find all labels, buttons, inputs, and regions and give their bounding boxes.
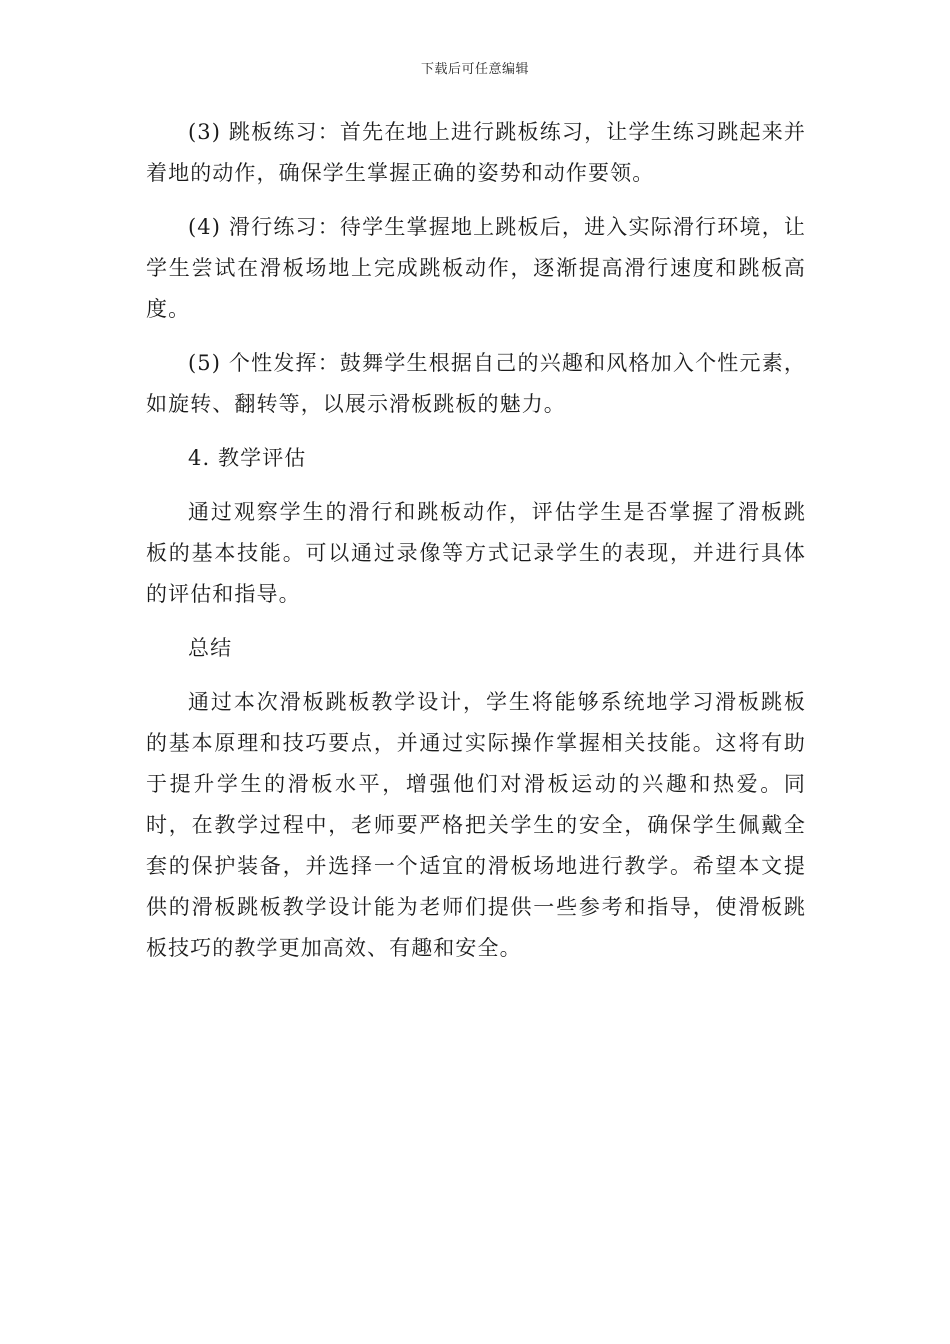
section-heading-evaluation: 4. 教学评估: [188, 446, 307, 470]
document-body: [146, 112, 806, 982]
paragraph-jump-practice: (3) 跳板练习：首先在地上进行跳板练习，让学生练习跳起来并着地的动作，确保学生掌握正确的姿势和动作要领。: [146, 120, 806, 185]
paragraph-personal-style: (5) 个性发挥：鼓舞学生根据自己的兴趣和风格加入个性元素，如旋转、翻转等，以展示滑板跳板的魅力。: [146, 351, 806, 416]
paragraph-evaluation: 通过观察学生的滑行和跳板动作，评估学生是否掌握了滑板跳板的基本技能。可以通过录像等方式记录学生的表现，并进行具体的评估和指导。: [146, 500, 806, 606]
paragraph-glide-practice: (4) 滑行练习：待学生掌握地上跳板后，进入实际滑行环境，让学生尝试在滑板场地上完成跳板动作，逐渐提高滑行速度和跳板高度。: [146, 215, 806, 321]
paragraph-summary: 通过本次滑板跳板教学设计，学生将能够系统地学习滑板跳板的基本原理和技巧要点，并通过实际操作掌握相关技能。这将有助于提升学生的滑板水平，增强他们对滑板运动的兴趣和热爱。同时，在教学过程中，老师要严格把关学生的安全，确保学生佩戴全套的保护装备，并选择一个适宜的滑板场地进行教学。希望本文提供的滑板跳板教学设计能为老师们提供一些参考和指导，使滑板跳板技巧的教学更加高效、有趣和安全。: [146, 690, 806, 960]
section-heading-summary: 总结: [188, 636, 233, 660]
header-note: 下载后可任意编辑: [420, 62, 529, 77]
